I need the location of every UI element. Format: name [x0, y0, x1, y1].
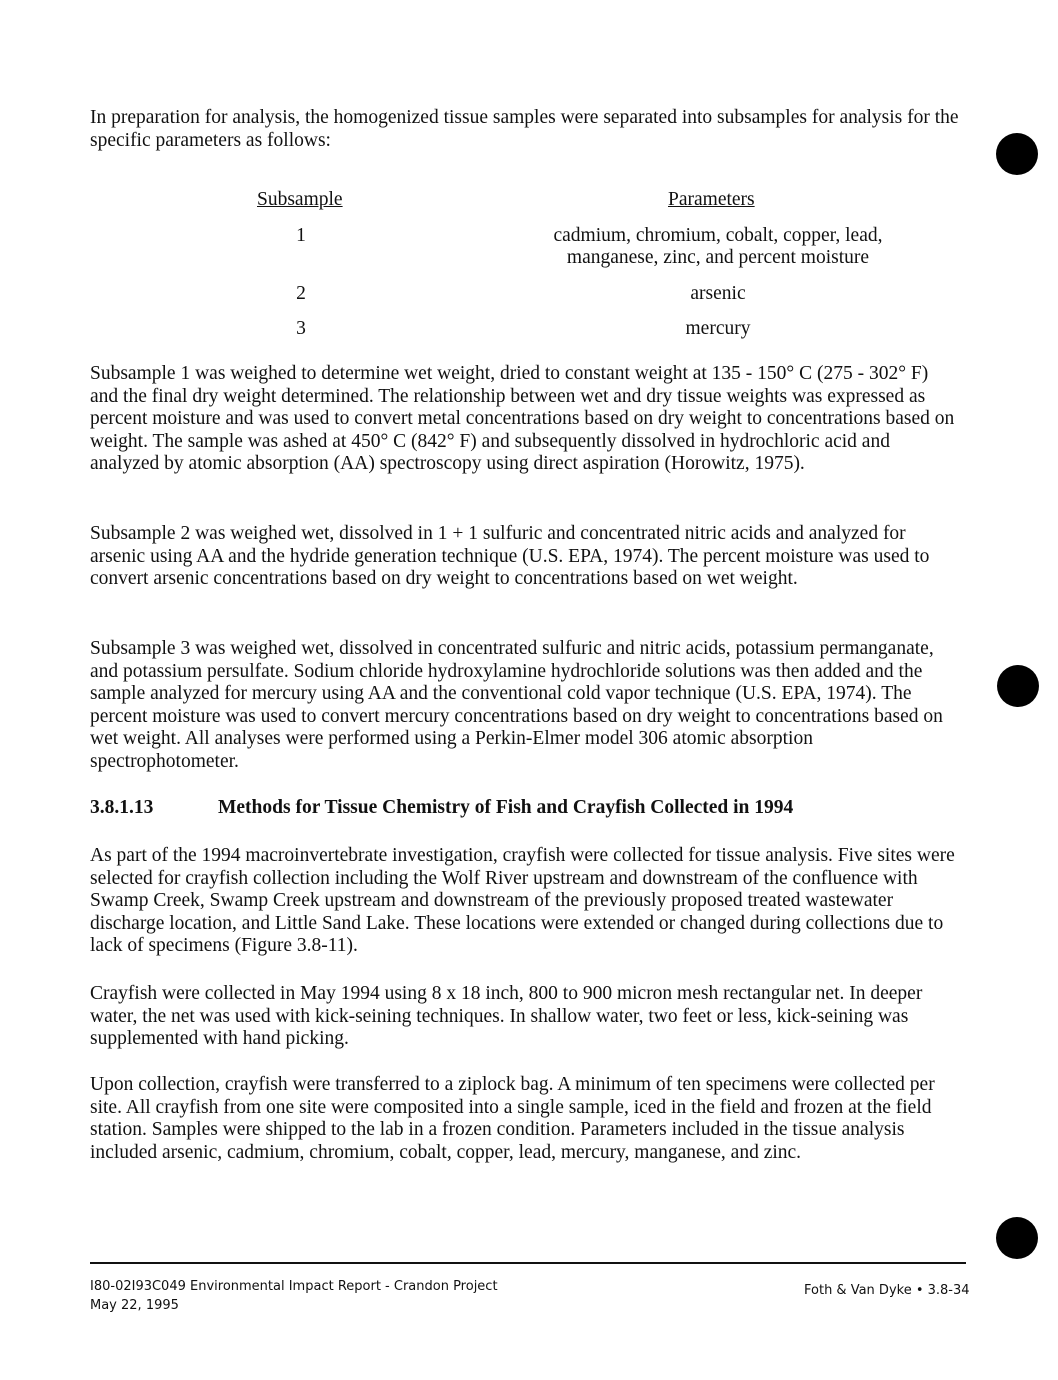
- subsample-1-number: 1: [296, 225, 306, 246]
- subsample-1-params-line2: manganese, zinc, and percent moisture: [566, 247, 870, 268]
- subsample-2-number: 2: [296, 283, 306, 304]
- footer-rule: [90, 1262, 966, 1264]
- subsample-1-params-line1: cadmium, chromium, cobalt, copper, lead,: [553, 225, 883, 246]
- section-title: Methods for Tissue Chemistry of Fish and Crayfish Collected in 1994: [218, 797, 794, 818]
- subsample-3-number: 3: [296, 318, 306, 339]
- subsample-2-params: arsenic: [690, 283, 746, 304]
- binder-hole-top: [996, 133, 1038, 175]
- binder-hole-middle: [997, 665, 1039, 707]
- subsample-3-paragraph: Subsample 3 was weighed wet, dissolved in concentrated sulfuric and nitric acids, potassium permanganate, and potassium persulfate. Sodium chloride hydroxylamine hydrochloride solutions was then added and the sample analyzed for mercury using AA and the conventional cold vapor technique (U.S. EPA, 1974). The percent moisture was used to convert mercury concentrations based on dry weight to concentrations based on wet weight. All analyses were performed using a Perkin-Elmer model 306 atomic absorption spectrophotometer.: [90, 638, 943, 772]
- footer-left: [90, 1277, 498, 1315]
- crayfish-processing-paragraph: Upon collection, crayfish were transferred to a ziplock bag. A minimum of ten specimens were collected per site. All crayfish from one site were composited into a single sample, iced in the field and frozen at the field station. Samples were shipped to the lab in a frozen condition. Parameters included in the tissue analysis included arsenic, cadmium, chromium, cobalt, copper, lead, mercury, manganese, and zinc.: [90, 1074, 935, 1163]
- subsample-3-params: mercury: [685, 318, 751, 339]
- binder-hole-bottom: [996, 1217, 1038, 1259]
- subsample-2-paragraph: Subsample 2 was weighed wet, dissolved in 1 + 1 sulfuric and concentrated nitric acids and analyzed for arsenic using AA and the hydride generation technique (U.S. EPA, 1974). The percent moisture was used to convert arsenic concentrations based on dry weight to concentrations based on wet weight.: [90, 523, 930, 590]
- crayfish-collection-paragraph: Crayfish were collected in May 1994 using 8 x 18 inch, 800 to 900 micron mesh rectangular net. In deeper water, the net was used with kick-seining techniques. In shallow water, two feet or less, kick-seining was supplemented with hand picking.: [90, 983, 923, 1050]
- footer-doc-id: I80-02I93C049 Environmental Impact Report - Crandon Project: [90, 1279, 498, 1294]
- section-heading: [90, 797, 793, 819]
- subsample-1-paragraph: Subsample 1 was weighed to determine wet weight, dried to constant weight at 135 - 150° C (275 - 302° F) and the final dry weight determined. The relationship between wet and dry tissue weights was expressed as percent moisture and was used to convert metal concentrations based on dry weight to concentrations based on weight. The sample was ashed at 450° C (842° F) and subsequently dissolved in hydrochloric acid and analyzed by atomic absorption (AA) spectroscopy using direct aspiration (Horowitz, 1975).: [90, 363, 955, 475]
- section-number: 3.8.1.13: [90, 797, 154, 818]
- footer-page-number: Foth & Van Dyke • 3.8-34: [804, 1283, 970, 1298]
- crayfish-1994-paragraph: As part of the 1994 macroinvertebrate investigation, crayfish were collected for tissue analysis. Five sites were selected for crayfish collection including the Wolf River upstream and downstream of the confluence with Swamp Creek, Swamp Creek upstream and downstream of the previously proposed treated wastewater discharge location, and Little Sand Lake. These locations were extended or changed during collections due to lack of specimens (Figure 3.8-11).: [90, 845, 955, 957]
- footer-date: May 22, 1995: [90, 1298, 179, 1313]
- intro-paragraph: In preparation for analysis, the homogenized tissue samples were separated into subsamples for analysis for the specific parameters as follows:: [90, 107, 959, 151]
- subsample-column-header: Subsample: [257, 189, 343, 210]
- parameters-column-header: Parameters: [668, 189, 755, 210]
